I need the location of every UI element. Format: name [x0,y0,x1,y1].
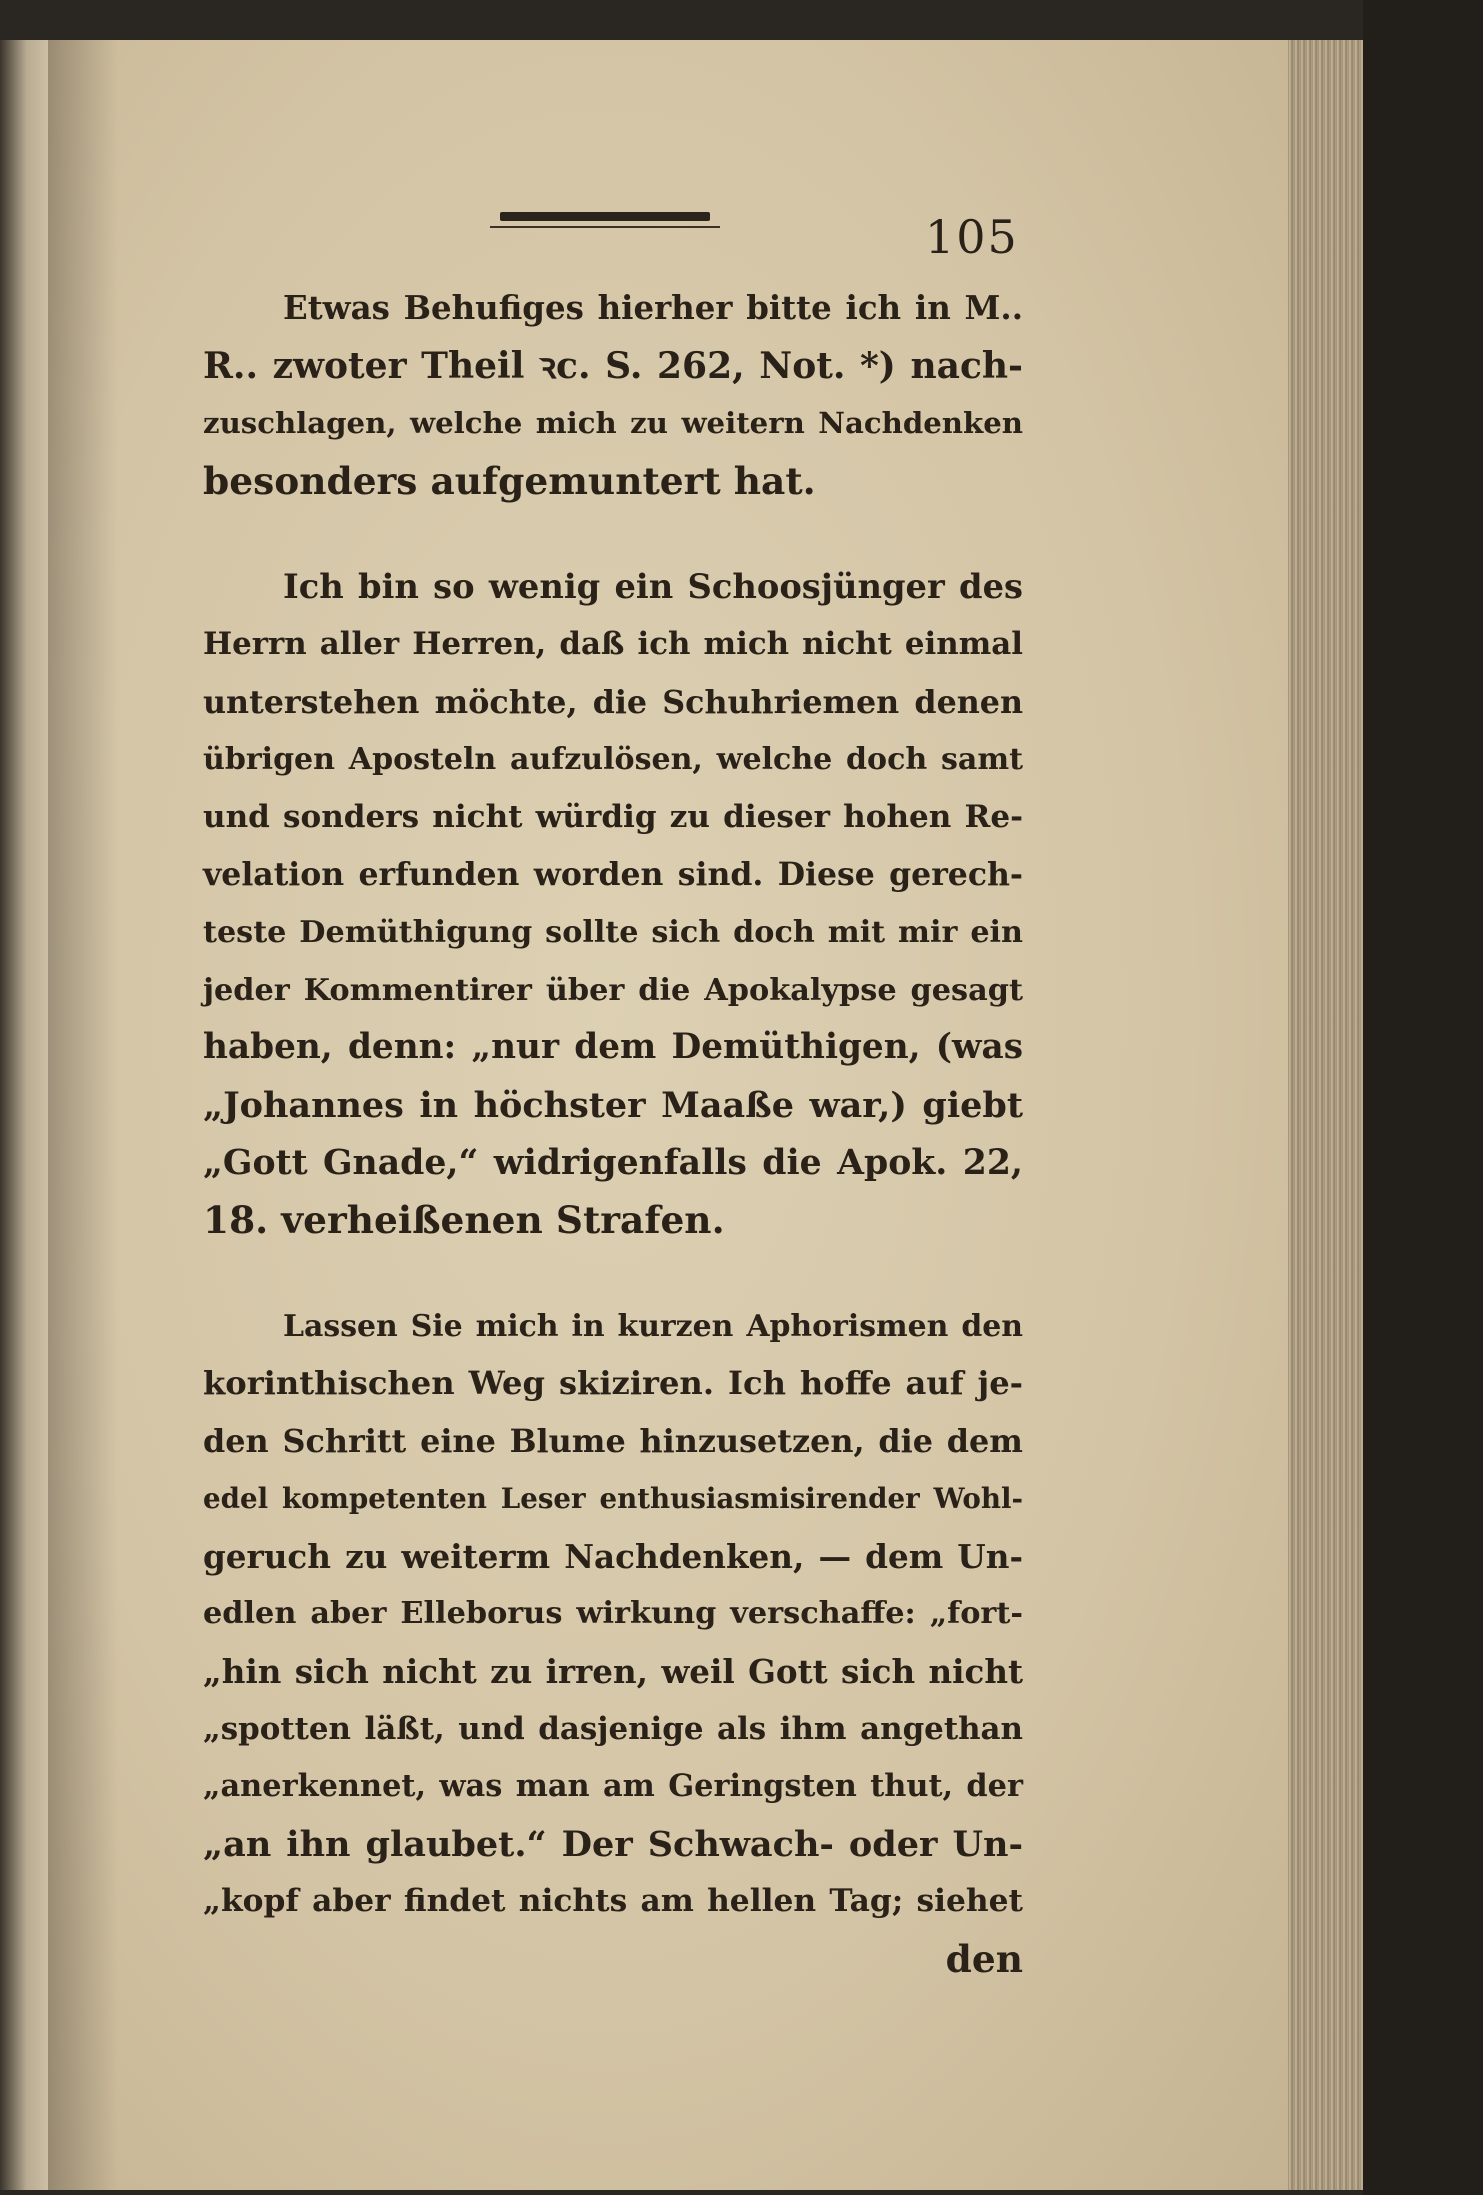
text-line: R.. zwoter Theil ꝛc. S. 262, Not. *) nach- [203,344,1023,387]
text-line: „anerkennet, was man am Geringsten thut, der [203,1768,1023,1805]
text-line: „spotten läßt, und dasjenige als ihm angethan [203,1710,1023,1747]
text-line: velation erfunden worden sind. Diese gerech- [203,856,1023,894]
text-line: Etwas Behufiges hierher bitte ich in M.. [283,289,1023,327]
text-line: und sonders nicht würdig zu dieser hohen Re- [203,798,1023,835]
text-line: übrigen Aposteln aufzulösen, welche doch samt [203,742,1023,778]
text-line: zuschlagen, welche mich zu weitern Nachdenken [203,406,1023,441]
text-line: Lassen Sie mich in kurzen Aphorismen den [283,1308,1023,1344]
paragraph-gap [203,510,1023,558]
text-line: 18. verheißenen Strafen. [203,1197,725,1242]
text-line: den Schritt eine Blume hinzusetzen, die dem [203,1421,1023,1460]
text-line: „Gott Gnade,“ widrigenfalls die Apok. 22, [203,1142,1023,1184]
text-line: haben, denn: „nur dem Demüthigen, (was [203,1027,1023,1068]
gutter-shadow [48,40,118,2190]
text-line: geruch zu weiterm Nachdenken, — dem Un- [203,1536,1023,1576]
text-line: besonders aufgemuntert hat. [203,458,816,503]
header-rule [500,212,710,221]
text-line: edel kompetenten Leser enthusiasmisirender Wohl- [203,1482,1023,1516]
text-line: korinthischen Weg skiziren. Ich hoffe auf je- [203,1364,1023,1403]
body-text [203,280,1023,1989]
paragraph-1 [203,280,1023,510]
page-block-edge [1288,40,1363,2190]
text-line: Ich bin so wenig ein Schoosjünger des [283,566,1023,607]
paragraph-2 [203,558,1023,1249]
page-number: 105 [925,210,1019,264]
book-cover [1363,0,1483,2195]
text-line: unterstehen möchte, die Schuhriemen denen [203,683,1023,721]
text-line: teste Demüthigung sollte sich doch mit mir ein [203,914,1023,950]
text-line: „Johannes in höchster Maaße war,) giebt [203,1084,1023,1126]
text-line: jeder Kommentirer über die Apokalypse gesagt [203,972,1023,1008]
text-line: Herrn aller Herren, daß ich mich nicht einmal [203,625,1023,662]
text-line: edlen aber Elleborus wirkung verschaffe: „fort- [203,1596,1023,1632]
paragraph-3 [203,1298,1023,1932]
paragraph-gap [203,1250,1023,1298]
text-line: „an ihn glaubet.“ Der Schwach- oder Un- [203,1823,1023,1865]
facing-page-edge [0,40,48,2190]
header-rule-thin [490,226,720,228]
catchword: den [945,1937,1023,1982]
text-line: „kopf aber findet nichts am hellen Tag; siehet [203,1883,1023,1920]
text-line: „hin sich nicht zu irren, weil Gott sich nicht [203,1652,1023,1692]
